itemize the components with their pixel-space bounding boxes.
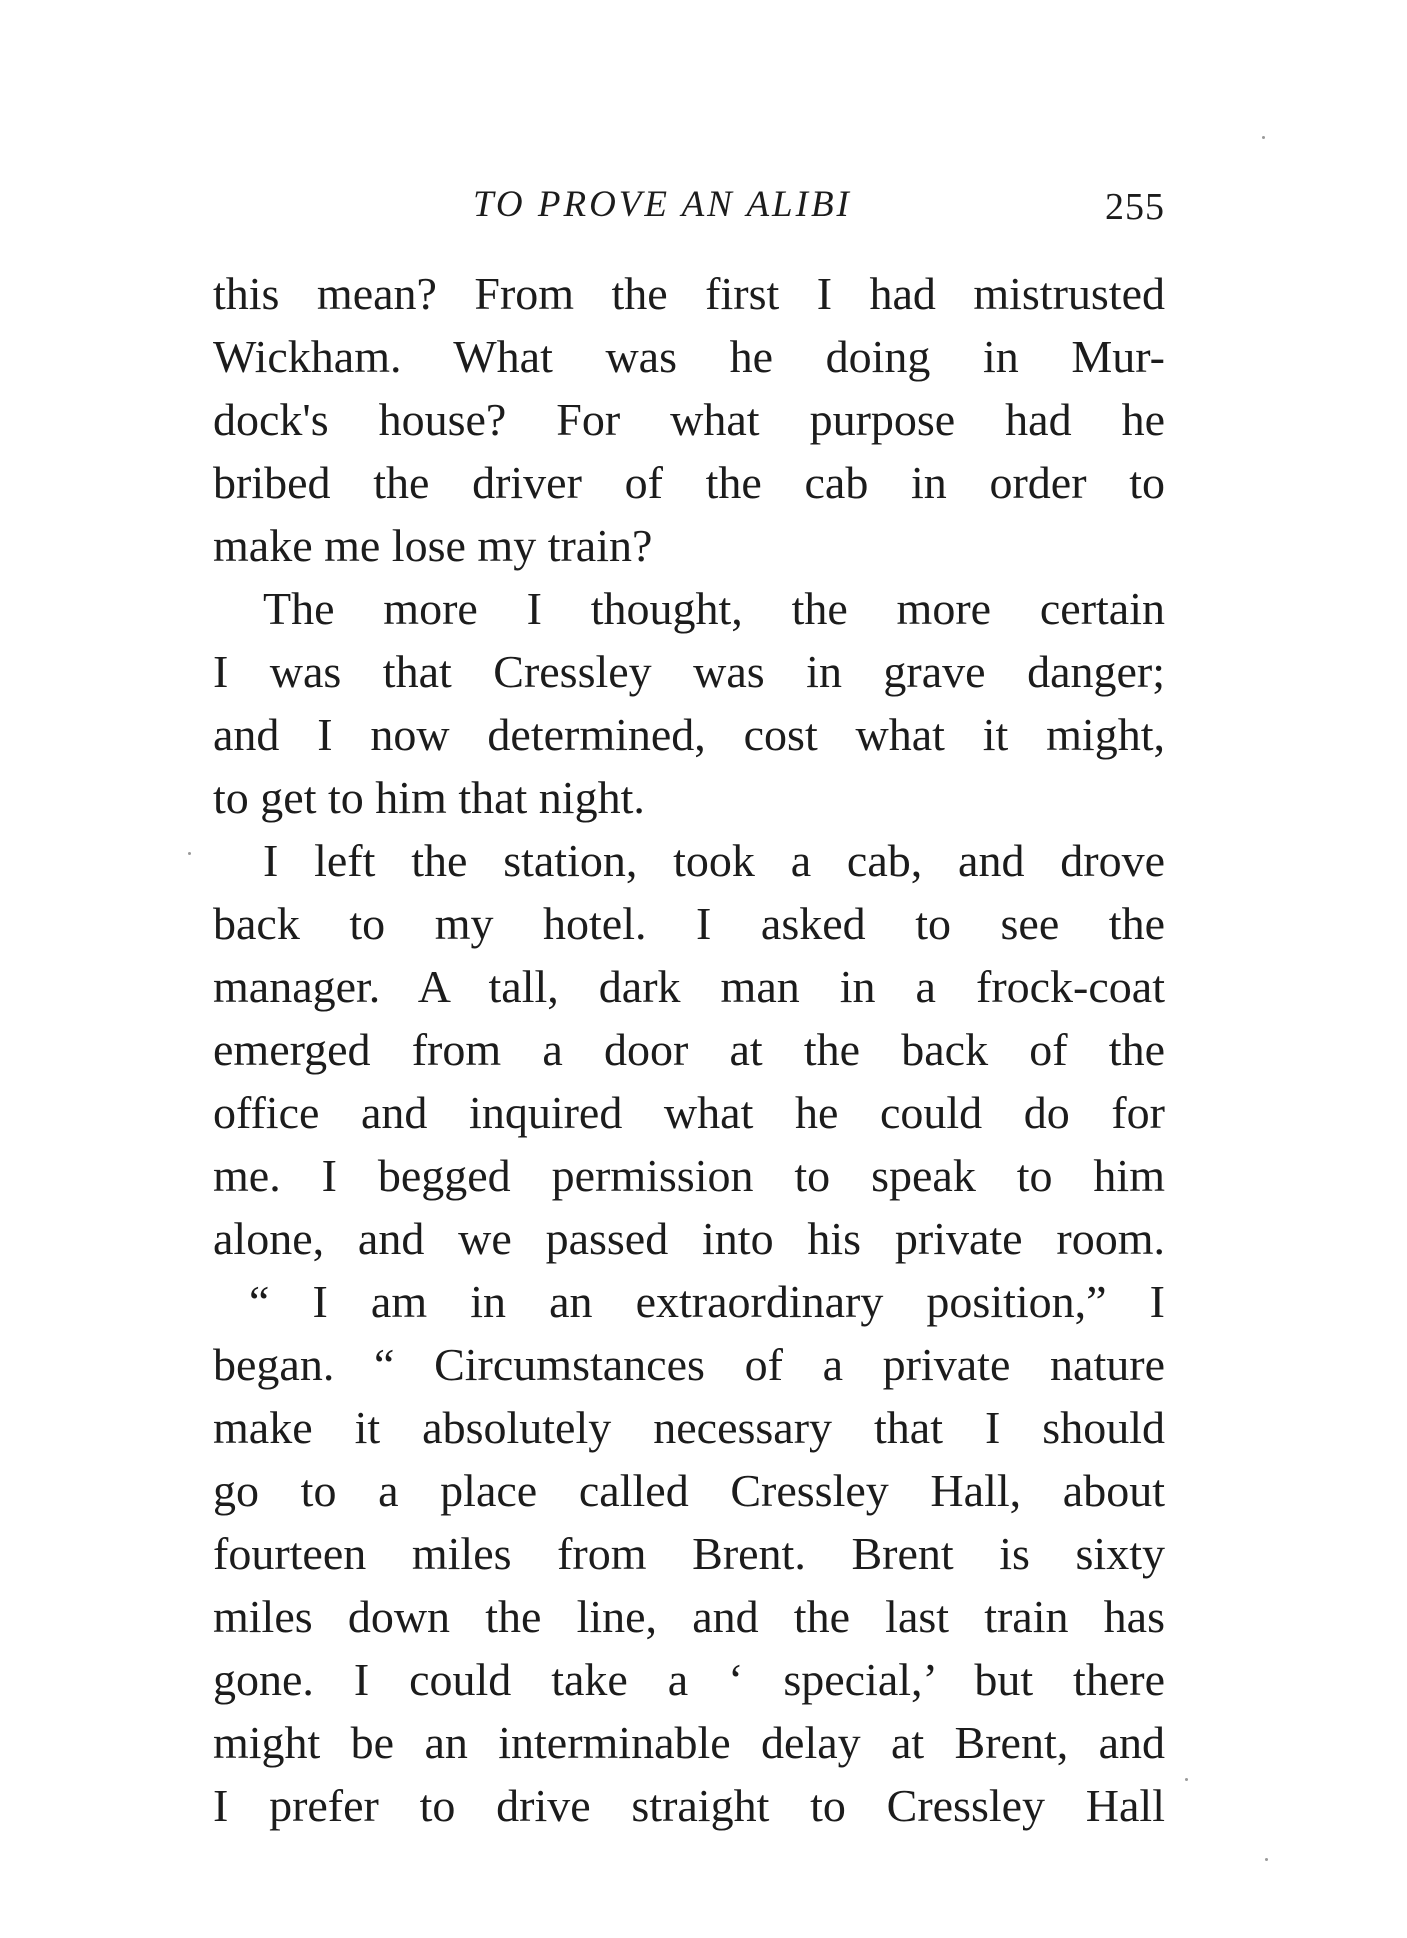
- text-line: might be an interminable delay at Brent, and: [213, 1717, 1165, 1768]
- text-line: Wickham. What was he doing in Mur-: [213, 331, 1165, 382]
- page-number: 255: [1105, 186, 1165, 228]
- running-title: TO PROVE AN ALIBI: [473, 184, 852, 225]
- text-line: this mean? From the first I had mistrusted: [213, 268, 1165, 319]
- text-line: gone. I could take a ‘ special,’ but there: [213, 1654, 1165, 1705]
- body-text: [213, 262, 1165, 1837]
- text-line: alone, and we passed into his private room.: [213, 1213, 1165, 1264]
- text-line: miles down the line, and the last train has: [213, 1591, 1165, 1642]
- scan-speck: [188, 852, 191, 855]
- text-line: office and inquired what he could do for: [213, 1087, 1165, 1138]
- text-line: I prefer to drive straight to Cressley Hall: [213, 1780, 1165, 1831]
- text-line: and I now determined, cost what it might,: [213, 709, 1165, 760]
- scan-speck: [1262, 136, 1265, 139]
- text-line: I was that Cressley was in grave danger;: [213, 646, 1165, 697]
- text-line: back to my hotel. I asked to see the: [213, 898, 1165, 949]
- text-line: bribed the driver of the cab in order to: [213, 457, 1165, 508]
- page-header: [213, 175, 1165, 235]
- text-line: make me lose my train?: [213, 520, 653, 571]
- text-line: emerged from a door at the back of the: [213, 1024, 1165, 1075]
- text-line: “ I am in an extraordinary position,” I: [249, 1276, 1165, 1327]
- text-line: go to a place called Cressley Hall, about: [213, 1465, 1165, 1516]
- text-line: make it absolutely necessary that I should: [213, 1402, 1165, 1453]
- text-line: to get to him that night.: [213, 772, 645, 823]
- scan-speck: [1265, 1858, 1268, 1861]
- text-line: dock's house? For what purpose had he: [213, 394, 1165, 445]
- text-line: I left the station, took a cab, and drove: [263, 835, 1165, 886]
- text-line: me. I begged permission to speak to him: [213, 1150, 1165, 1201]
- scan-speck: [1185, 1778, 1188, 1781]
- text-line: began. “ Circumstances of a private nature: [213, 1339, 1165, 1390]
- text-line: The more I thought, the more certain: [263, 583, 1165, 634]
- text-line: manager. A tall, dark man in a frock-coat: [213, 961, 1165, 1012]
- text-line: fourteen miles from Brent. Brent is sixty: [213, 1528, 1165, 1579]
